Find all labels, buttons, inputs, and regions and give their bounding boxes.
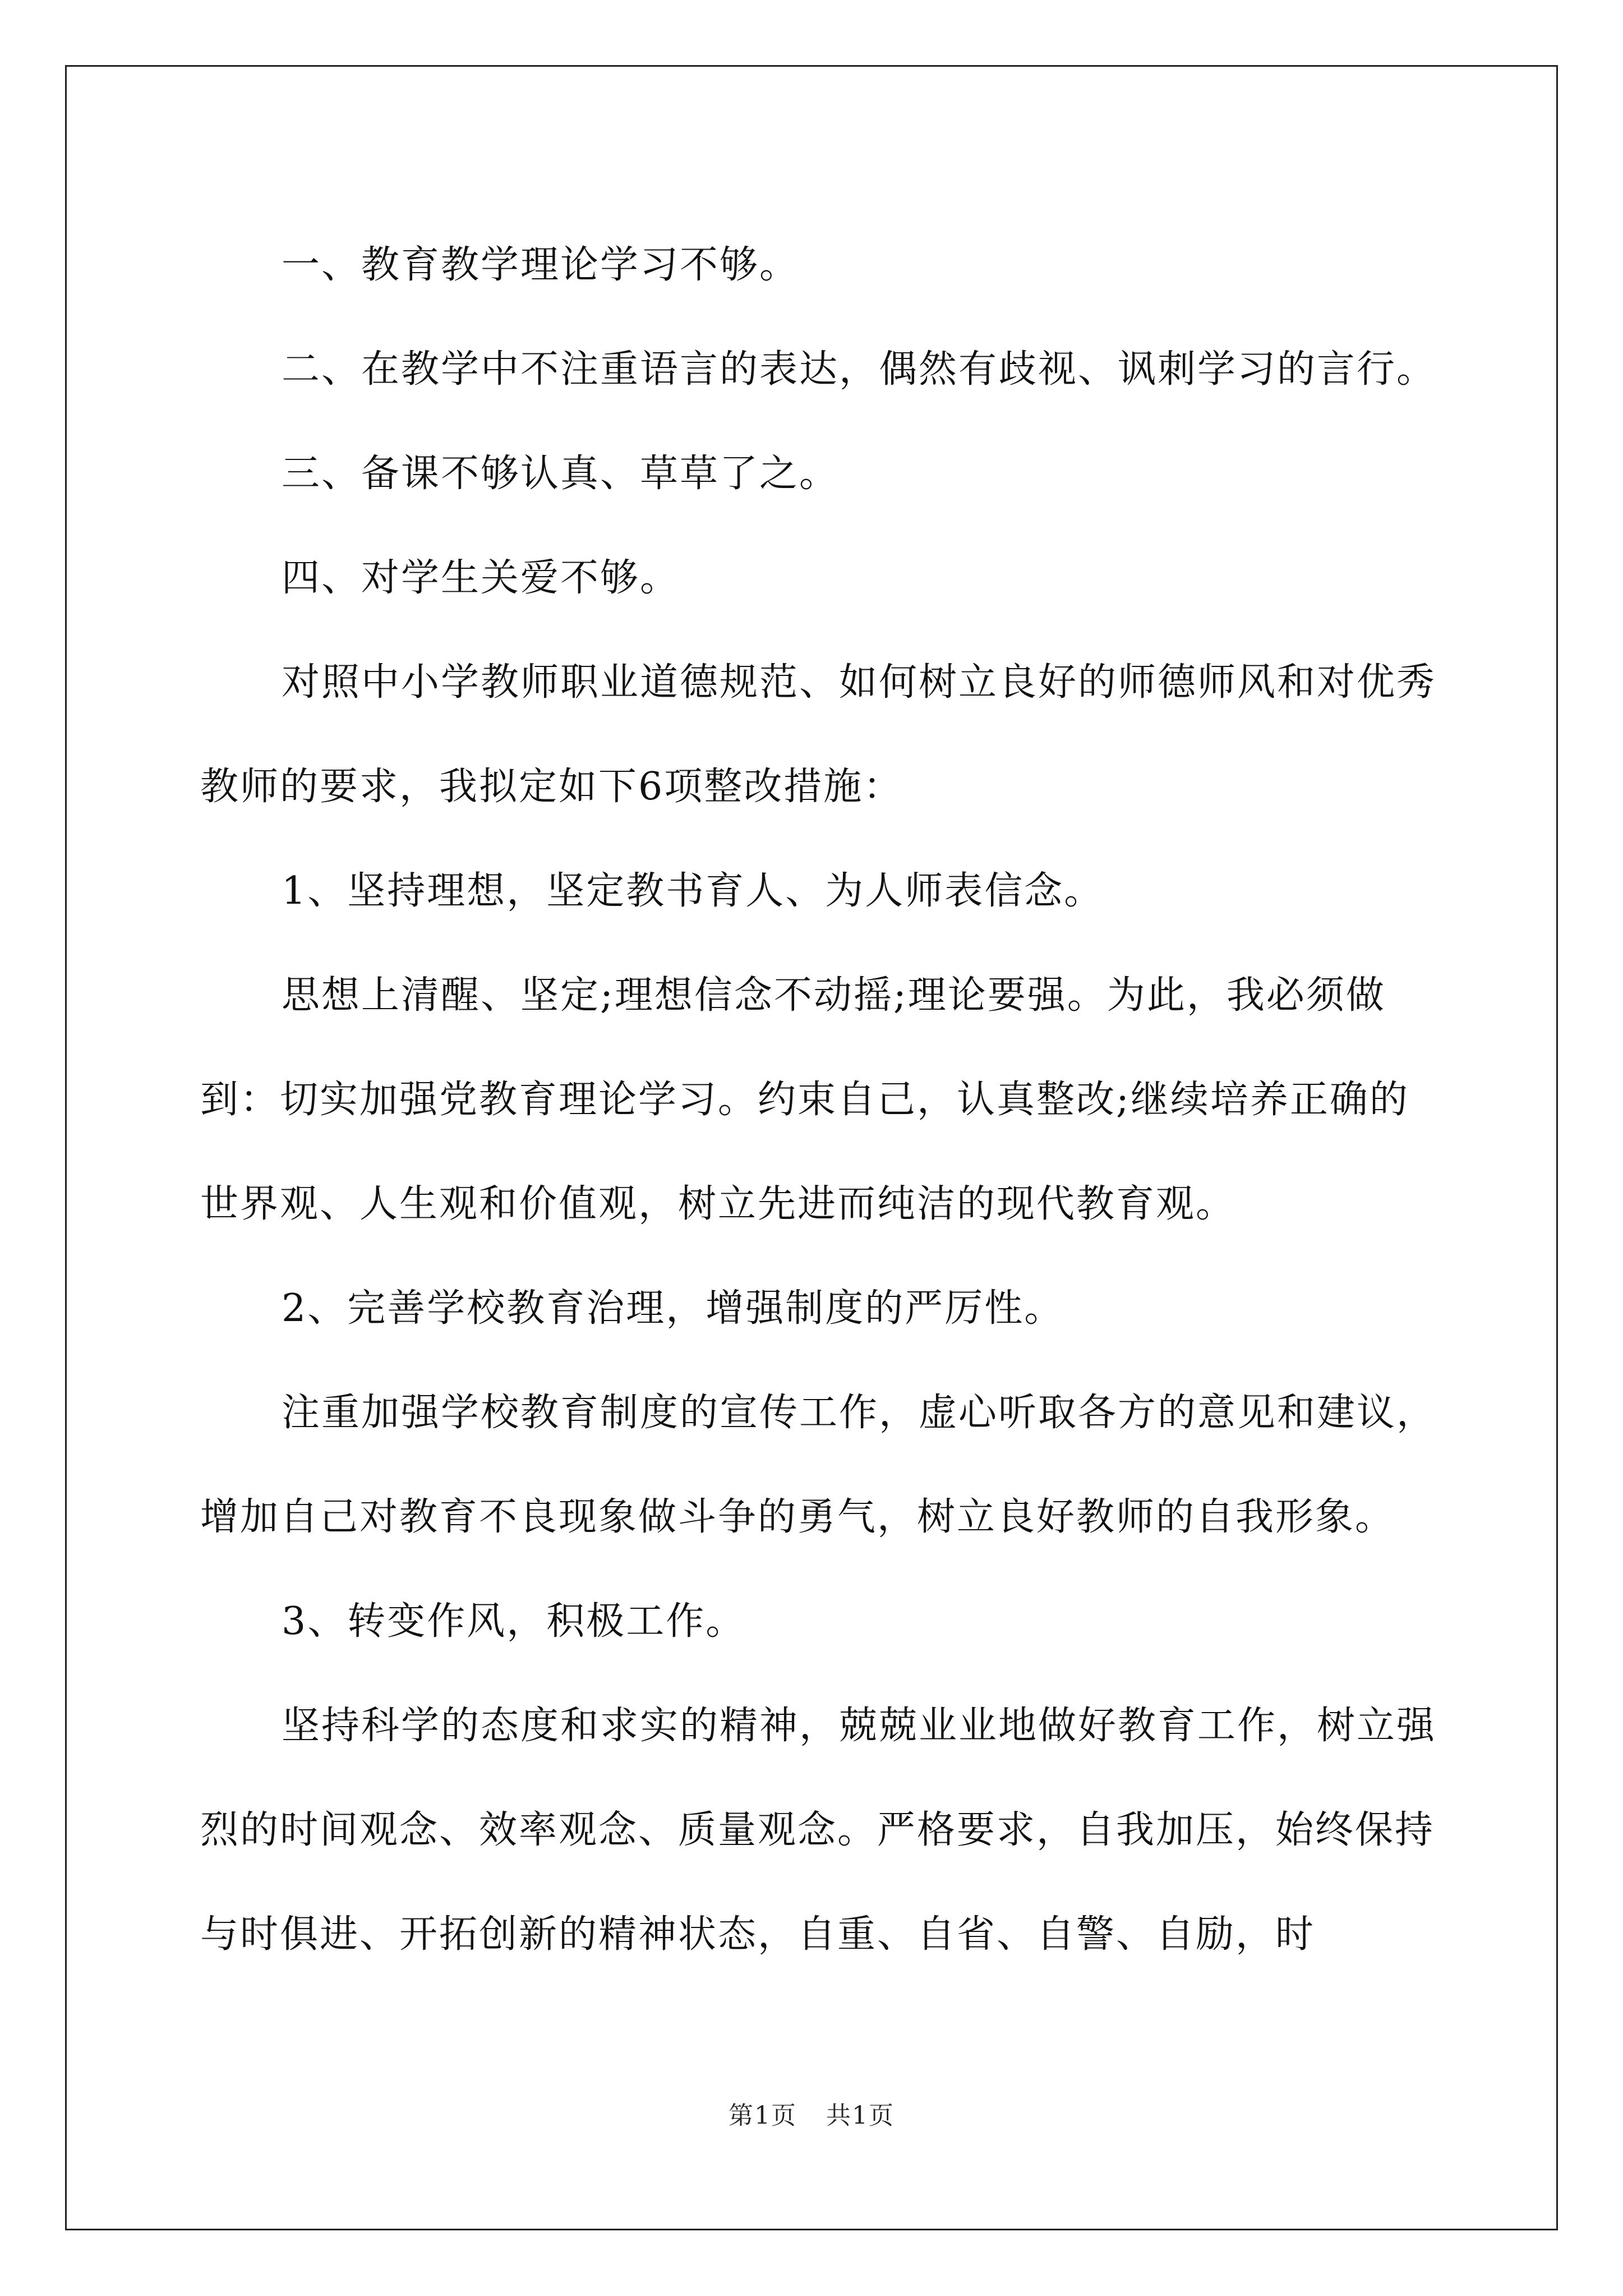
- paragraph-6: 1、坚持理想，坚定教书育人、为人师表信念。: [282, 869, 1104, 913]
- paragraph-4: 四、对学生关爱不够。: [282, 556, 680, 600]
- paragraph-5: 对照中小学教师职业道德规范、如何树立良好的师德师风和对优秀教师的要求，我拟定如下6项整改措施：: [200, 660, 1437, 809]
- paragraph-1: 一、教育教学理论学习不够。: [282, 243, 800, 287]
- paragraph-9: 注重加强学校教育制度的宣传工作，虚心听取各方的意见和建议，增加自己对教育不良现象做斗争的勇气，树立良好教师的自我形象。: [200, 1391, 1437, 1539]
- paragraph-8: 2、完善学校教育治理，增强制度的严厉性。: [282, 1286, 1064, 1331]
- paragraph-11: 坚持科学的态度和求实的精神，兢兢业业地做好教育工作，树立强烈的时间观念、效率观念、质量观念。严格要求，自我加压，始终保持与时俱进、开拓创新的精神状态，自重、自省、自警、自励，时: [200, 1704, 1437, 1957]
- page-number-current: 第1页: [728, 2101, 797, 2130]
- paragraph-2: 二、在教学中不注重语言的表达，偶然有歧视、讽刺学习的言行。: [282, 347, 1437, 392]
- page-footer: [0, 2095, 1623, 2131]
- paragraph-7: 思想上清醒、坚定;理想信念不动摇;理论要强。为此，我必须做到：切实加强党教育理论学习。约束自己，认真整改;继续培养正确的世界观、人生观和价值观，树立先进而纯洁的现代教育观。: [200, 973, 1409, 1226]
- paragraph-3: 三、备课不够认真、草草了之。: [282, 452, 840, 496]
- paragraph-10: 3、转变作风，积极工作。: [282, 1599, 746, 1644]
- page-number-total: 共1页: [826, 2101, 895, 2130]
- document-body: [200, 213, 1445, 1987]
